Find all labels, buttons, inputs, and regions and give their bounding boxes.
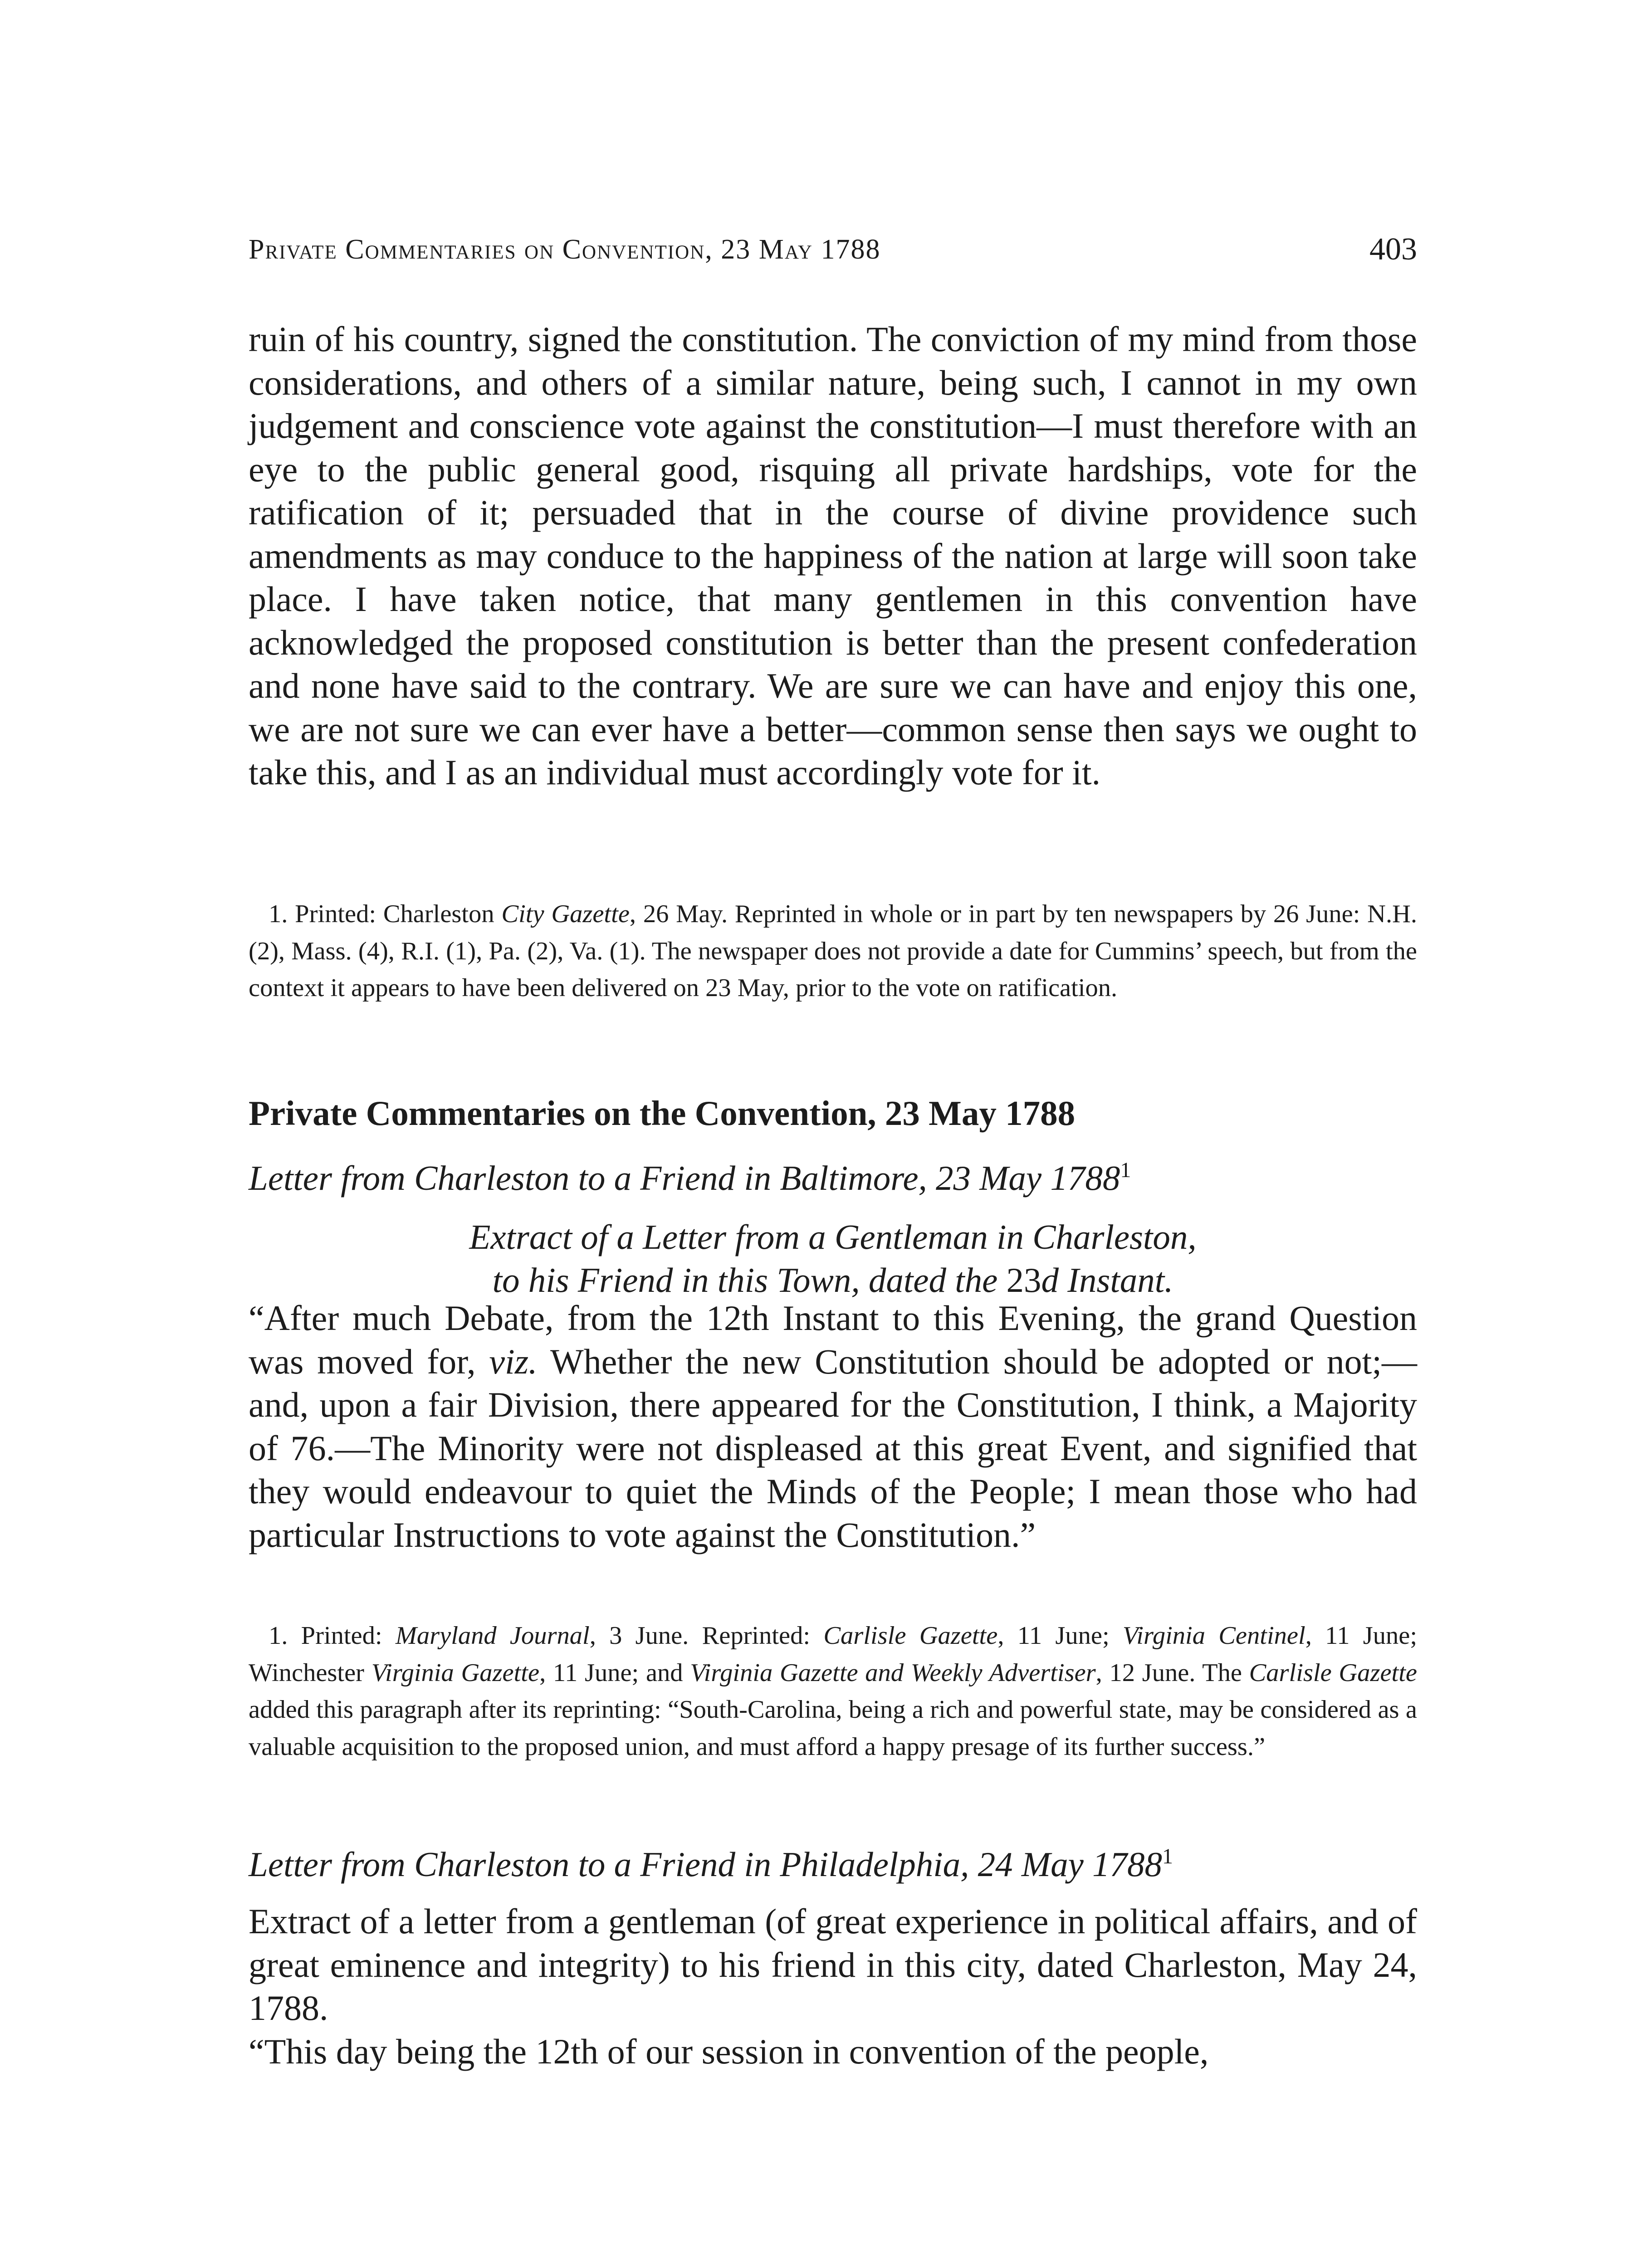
page-number: 403	[1369, 232, 1417, 267]
doc1-extract-heading	[249, 1216, 1417, 1302]
continuation-text	[249, 318, 1417, 794]
doc2-paragraph-2: “This day being the 12th of our session in convention of the people,	[249, 2031, 1209, 2071]
running-head-title: Private Commentaries on Convention, 23 May 1788	[249, 234, 881, 265]
doc1-extract-line2: to his Friend in this Town, dated the 23d Instant.	[492, 1261, 1173, 1300]
doc1-heading-note: 1	[1120, 1158, 1131, 1182]
continuation-paragraph: ruin of his country, signed the constitution. The conviction of my mind from those considerations, and others of a similar nature, being such, I cannot in my own judgement and conscience vote against the constitution—I must therefore with an eye to the public general good, risquing all private hardships, vote for the ratification of it; persuaded that in the course of divine providence such amendments as may conduce to the happiness of the nation at large will soon take place. I have taken notice, that many gentlemen in this convention have acknowledged the proposed constitution is better than the present confederation and none have said to the contrary. We are sure we can have and enjoy this one, we are not sure we can ever have a better—common sense then says we ought to take this, and I as an individual must accordingly vote for it.	[249, 319, 1417, 792]
doc1-heading: Letter from Charleston to a Friend in Baltimore, 23 May 1788$^1$	[249, 1158, 1131, 1198]
doc2-heading-note: 1	[1162, 1844, 1173, 1868]
doc2-body	[249, 1900, 1417, 2073]
footnote-1-text: 1. Printed: Charleston City Gazette, 26 May. Reprinted in whole or in part by ten newspapers by 26 June: N.H. (2), Mass. (4), R.I. (1), Pa. (2), Va. (1). The newspaper does not provide a date for Cummins’ speech, but from the context it appears to have been delivered on 23 May, prior to the vote on ratification.	[249, 900, 1418, 1002]
doc1-body	[249, 1296, 1417, 1556]
doc2-heading: Letter from Charleston to a Friend in Philadelphia, 24 May 1788$^1$	[249, 1844, 1173, 1884]
footnote-2	[249, 1618, 1417, 1765]
section-heading: Private Commentaries on the Convention, 23 May 1788	[249, 1094, 1076, 1133]
footnote-2-text: 1. Printed: Maryland Journal, 3 June. Reprinted: Carlisle Gazette, 11 June; Virginia Centinel, 11 June; Winchester Virginia Gazette, 11 June; and Virginia Gazette and Weekly Advertiser, 12 June. The Carlisle Gazette added this paragraph after its reprinting: “South-Carolina, being a rich and powerful state, may be considered as a valuable acquisition to the proposed union, and must afford a happy presage of its further success.”	[249, 1622, 1418, 1761]
doc2-paragraph-1: Extract of a letter from a gentleman (of great experience in political affairs, and of great eminence and integrity) to his friend in this city, dated Charleston, May 24, 1788.	[249, 1901, 1417, 2028]
doc1-quote: “After much Debate, from the 12th Instant to this Evening, the grand Question was moved for, viz. Whether the new Constitution should be adopted or not;—and, upon a fair Division, there appeared for the Constitution, I think, a Majority of 76.—The Minority were not displeased at this great Event, and signified that they would endeavour to quiet the Minds of the People; I mean those who had particular Instructions to vote against the Constitution.”	[249, 1298, 1417, 1554]
doc1-extract-line1: Extract of a Letter from a Gentleman in Charleston,	[469, 1217, 1197, 1256]
running-head	[249, 227, 1417, 272]
footnote-1	[249, 896, 1417, 1007]
